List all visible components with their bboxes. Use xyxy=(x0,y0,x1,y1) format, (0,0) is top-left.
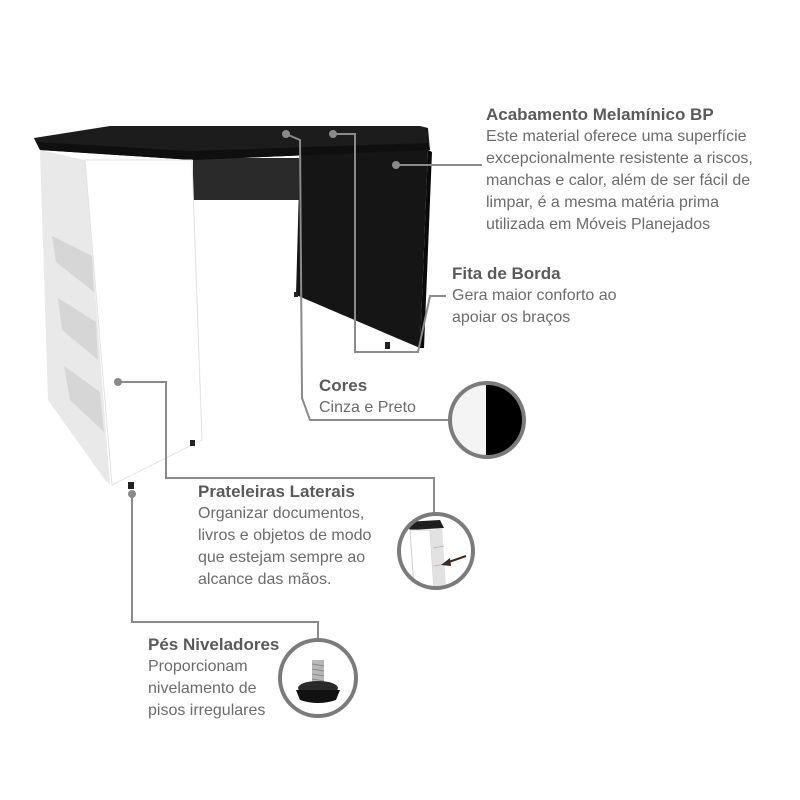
callout-fita-line: apoiar os braços xyxy=(452,309,571,326)
callout-prateleiras-line: Organizar documentos, xyxy=(198,505,365,522)
callout-acabamento-line: excepcionalmente resistente a riscos, xyxy=(486,150,753,167)
callout-acabamento-title: Acabamento Melamínico BP xyxy=(486,105,714,124)
callout-prateleiras-line: alcance das mãos. xyxy=(198,571,332,588)
dot-acabamento xyxy=(392,161,400,169)
color-swatch-circle xyxy=(448,380,528,460)
swatch-light-half xyxy=(448,380,490,460)
swatch-dark-half xyxy=(486,380,528,460)
desk-foot-2 xyxy=(190,440,195,446)
callout-acabamento-line: utilizada em Móveis Planejados xyxy=(486,216,711,233)
callout-pes-line: pisos irregulares xyxy=(148,702,266,719)
desk-foot-3 xyxy=(385,342,390,349)
callout-prateleiras-title: Prateleiras Laterais xyxy=(198,482,355,501)
callout-fita-line: Gera maior conforto ao xyxy=(452,287,617,304)
callout-fita-de-borda xyxy=(452,263,617,329)
dot-prateleiras xyxy=(114,378,122,386)
callout-acabamento-line: manchas e calor, além de ser fácil de xyxy=(486,172,751,189)
callout-pes-niveladores xyxy=(148,634,279,722)
callout-cores-line: Cinza e Preto xyxy=(319,399,416,416)
desk-foot-4 xyxy=(294,292,298,297)
callout-cores-title: Cores xyxy=(319,376,368,395)
desk-back-apron xyxy=(193,158,300,200)
callout-pes-title: Pés Niveladores xyxy=(148,635,280,654)
callout-acabamento xyxy=(486,104,753,236)
callout-pes-line: Proporcionam xyxy=(148,658,248,675)
shelf-detail-circle xyxy=(399,514,473,588)
desk-foot-1 xyxy=(128,482,134,489)
callout-cores xyxy=(319,375,416,419)
desk-illustration xyxy=(34,126,432,489)
callout-acabamento-line: limpar, é a mesma matéria prima xyxy=(486,194,719,211)
callout-fita-title: Fita de Borda xyxy=(452,264,561,283)
callout-prateleiras-line: que estejam sempre ao xyxy=(198,549,366,566)
dot-cores xyxy=(282,130,290,138)
callout-acabamento-line: Este material oferece uma superfície xyxy=(486,128,747,145)
dot-pes xyxy=(128,490,136,498)
callout-pes-line: nivelamento de xyxy=(148,680,257,697)
callout-prateleiras-laterais xyxy=(198,481,371,591)
desk-right-panel xyxy=(296,150,428,348)
callout-prateleiras-line: livros e objetos de modo xyxy=(198,527,372,544)
dot-fita xyxy=(329,130,337,138)
leveling-foot-circle xyxy=(280,640,356,716)
